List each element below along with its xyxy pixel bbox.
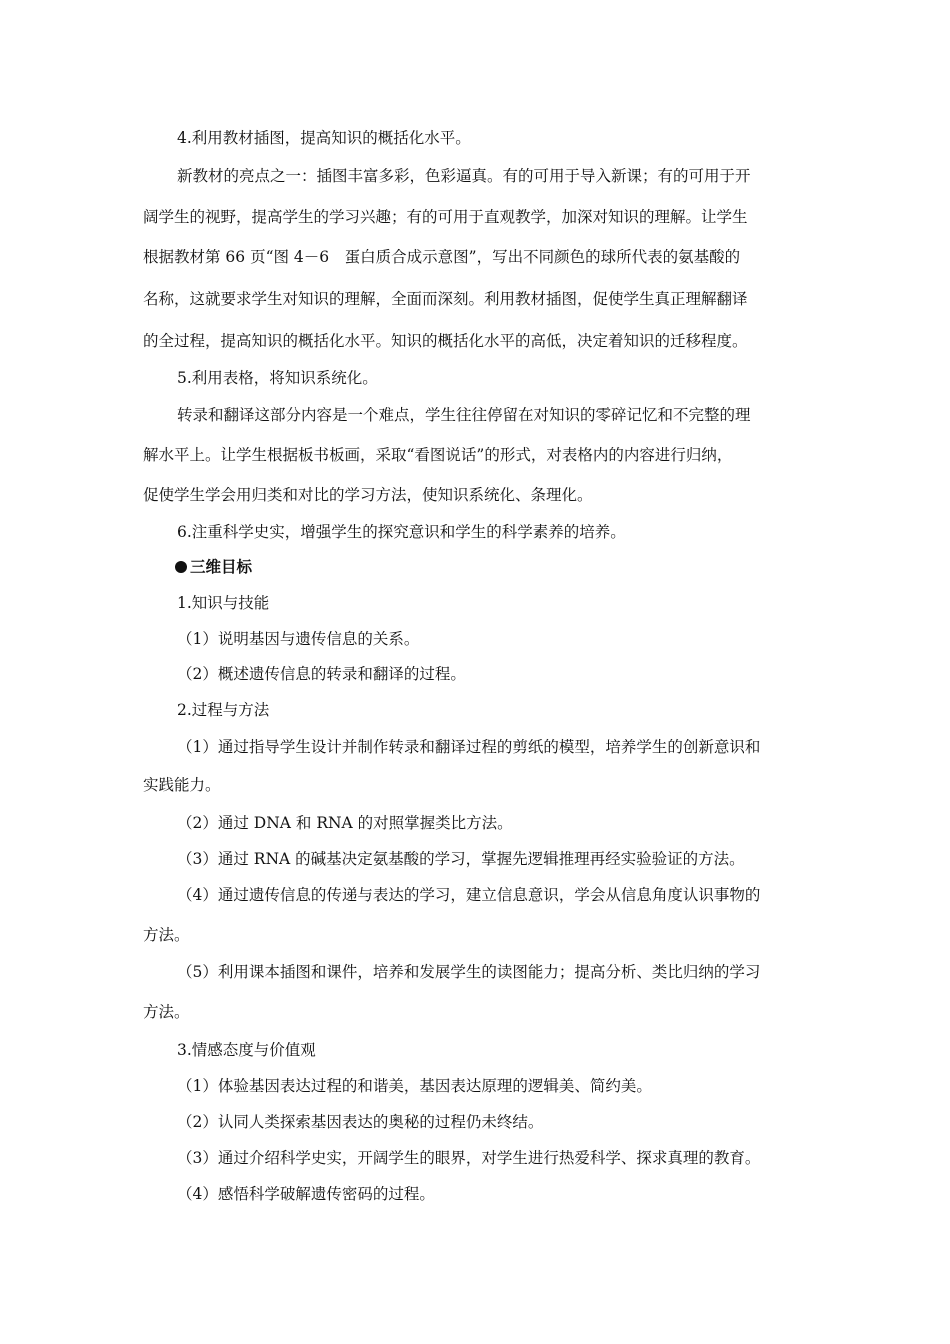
list-item-continuation: 实践能力。 [143, 776, 221, 794]
section-heading: 6.注重科学史实，增强学生的探究意识和学生的科学素养的培养。 [177, 523, 626, 541]
list-item: （2）通过 DNA 和 RNA 的对照掌握类比方法。 [177, 814, 513, 832]
list-item: （2）认同人类探索基因表达的奥秘的过程仍未终结。 [177, 1113, 544, 1131]
list-item-continuation: 方法。 [143, 926, 190, 944]
section-heading: 4.利用教材插图，提高知识的概括化水平。 [177, 129, 471, 147]
list-item: （3）通过 RNA 的碱基决定氨基酸的学习，掌握先逻辑推理再经实验验证的方法。 [177, 850, 745, 868]
heading-text: 三维目标 [190, 558, 253, 576]
list-item: （3）通过介绍科学史实，开阔学生的眼界，对学生进行热爱科学、探求真理的教育。 [177, 1149, 761, 1167]
list-item: （4）通过遗传信息的传递与表达的学习，建立信息意识，学会从信息角度认识事物的 [177, 886, 761, 904]
paragraph-line: 新教材的亮点之一：插图丰富多彩，色彩逼真。有的可用于导入新课；有的可用于开 [177, 167, 751, 185]
paragraph-line: 解水平上。让学生根据板书板画，采取“看图说话”的形式，对表格内的内容进行归纳， [143, 446, 733, 464]
list-item: （1）体验基因表达过程的和谐美，基因表达原理的逻辑美、简约美。 [177, 1077, 652, 1095]
bullet-icon [175, 561, 187, 573]
paragraph-line: 名称，这就要求学生对知识的理解，全面而深刻。利用教材插图，促使学生真正理解翻译 [143, 290, 748, 308]
list-item: （5）利用课本插图和课件，培养和发展学生的读图能力；提高分析、类比归纳的学习 [177, 963, 761, 981]
paragraph-line: 促使学生学会用归类和对比的学习方法，使知识系统化、条理化。 [143, 486, 593, 504]
list-item: （1）说明基因与遗传信息的关系。 [177, 630, 420, 648]
subsection-heading: 3.情感态度与价值观 [177, 1041, 316, 1059]
list-item: （4）感悟科学破解遗传密码的过程。 [177, 1185, 435, 1203]
paragraph-line: 根据教材第 66 页“图 4－6 蛋白质合成示意图”，写出不同颜色的球所代表的氨基酸的 [143, 248, 741, 266]
paragraph-line: 转录和翻译这部分内容是一个难点，学生往往停留在对知识的零碎记忆和不完整的理 [177, 406, 751, 424]
subsection-heading: 2.过程与方法 [177, 701, 270, 719]
list-item-continuation: 方法。 [143, 1003, 190, 1021]
section-heading: 5.利用表格，将知识系统化。 [177, 369, 378, 387]
paragraph-line: 阔学生的视野，提高学生的学习兴趣；有的可用于直观教学，加深对知识的理解。让学生 [143, 208, 748, 226]
list-item: （2）概述遗传信息的转录和翻译的过程。 [177, 665, 466, 683]
three-dimensional-goals-heading [175, 555, 252, 577]
subsection-heading: 1.知识与技能 [177, 594, 270, 612]
list-item: （1）通过指导学生设计并制作转录和翻译过程的剪纸的模型，培养学生的创新意识和 [177, 738, 761, 756]
paragraph-line: 的全过程，提高知识的概括化水平。知识的概括化水平的高低，决定着知识的迁移程度。 [143, 332, 748, 350]
